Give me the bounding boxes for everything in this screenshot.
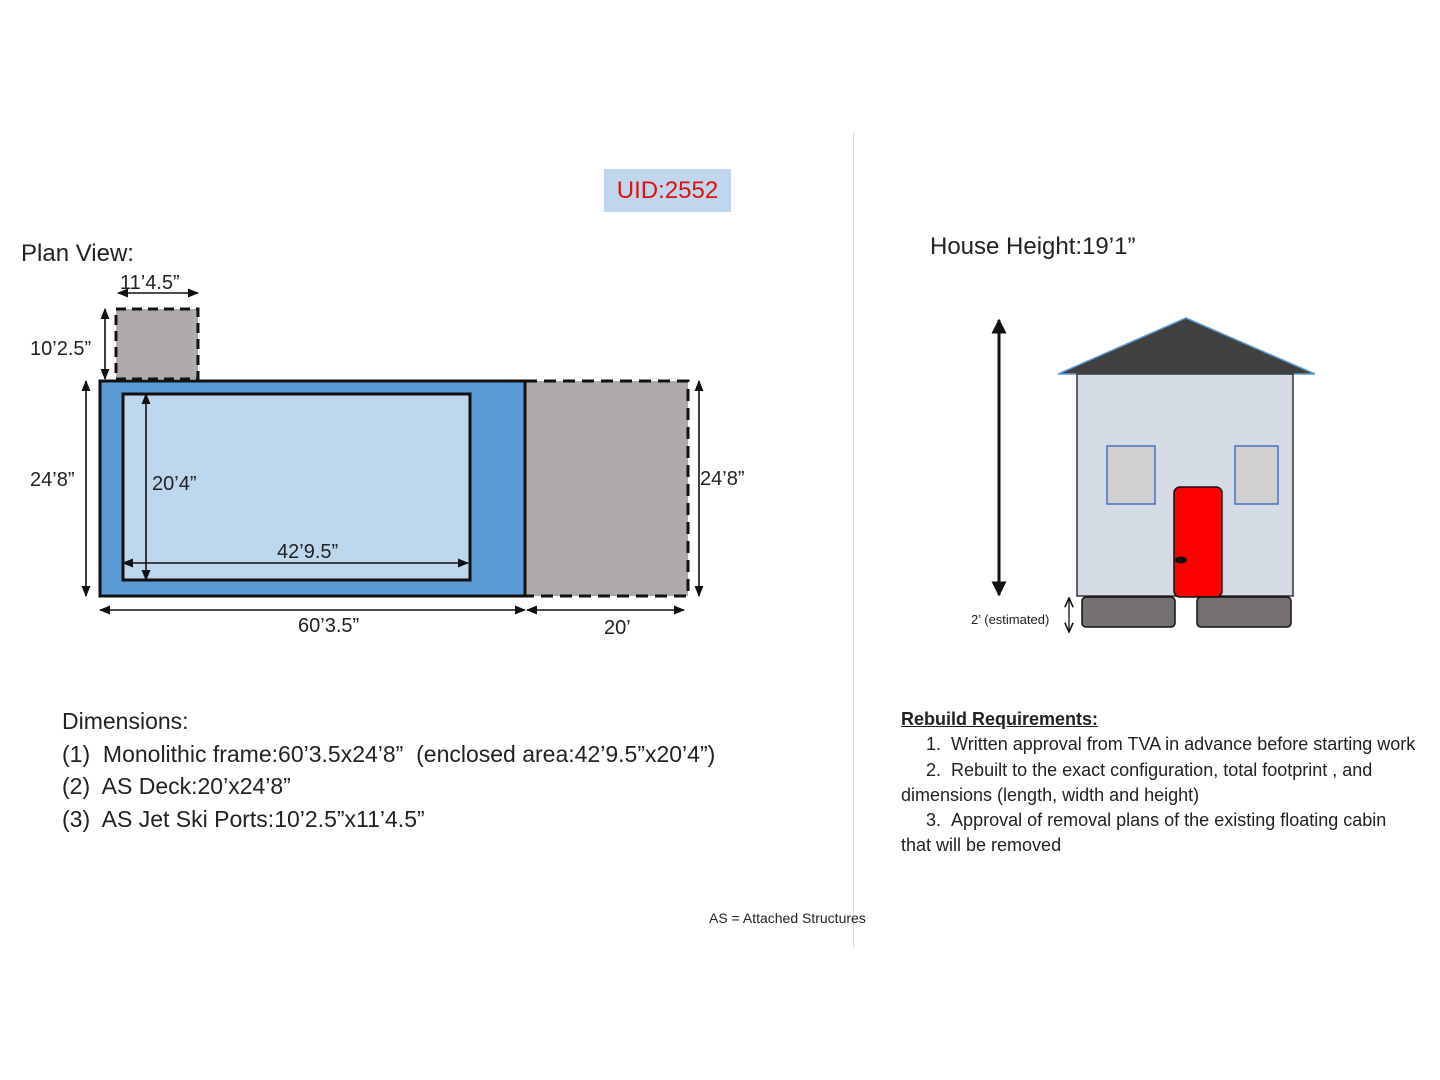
requirement-number: 2. [926,759,942,780]
requirement-number: 1. [926,734,942,755]
house-height-title: House Height:19’1” [930,233,1136,260]
dimensions-item-text: AS Jet Ski Ports:10’2.5”x11’4.5” [101,805,425,832]
requirement-text: Approval of removal plans of the existing floating cabin that will be removed [901,810,1387,856]
house-window-right [1235,446,1278,504]
inner-height-label: 20’4” [152,473,197,495]
float-height-label: 2’ (estimated) [971,612,1050,627]
deck-width-label: 20’ [604,617,631,639]
frame-height-label: 24’8” [30,469,75,491]
dimensions-item-number: (1) [62,740,91,767]
dimensions-item-text: Monolithic frame:60’3.5x24’8” (enclosed area:42’9.5”x20’4”) [102,740,716,767]
requirement-text: Rebuilt to the exact configuration, total footprint , and dimensions (length, width and height) [901,759,1373,805]
float-right [1197,597,1291,627]
rebuild-requirements-section [901,707,1421,859]
plan-view-title: Plan View: [21,240,134,267]
jet-ski-port [116,309,198,379]
requirement-item [901,808,1421,859]
dimensions-item-text: AS Deck:20’x24’8” [101,773,291,799]
port-width-label: 11’4.5” [120,272,180,294]
requirement-text: Written approval from TVA in advance before starting work [951,734,1416,755]
deck-height-label: 24’8” [700,468,745,490]
frame-width-label: 60’3.5” [298,615,360,637]
dimensions-item-number: (2) [62,773,91,799]
inner-width-label: 42’9.5” [277,541,339,563]
requirement-item [901,758,1421,809]
requirement-item [901,732,1421,757]
house-elevation-diagram [940,300,1340,640]
house-door [1174,487,1222,597]
dimensions-section [62,705,715,835]
door-knob [1175,557,1187,564]
house-window-left [1107,446,1155,504]
dimensions-item [62,803,715,836]
dimensions-item [62,770,715,803]
house-roof [1058,318,1315,374]
dimensions-item-number: (3) [62,805,91,832]
float-left [1082,597,1175,627]
attached-deck [525,381,688,596]
uid-badge: UID:2552 [604,169,731,212]
rebuild-requirements-title: Rebuild Requirements: [901,709,1099,729]
requirement-number: 3. [926,810,942,831]
port-height-label: 10’2.5” [30,338,92,360]
plan-view-diagram [0,0,860,680]
dimensions-title: Dimensions: [62,708,189,734]
attached-structures-footnote: AS = Attached Structures [709,910,866,926]
dimensions-item [62,738,715,771]
